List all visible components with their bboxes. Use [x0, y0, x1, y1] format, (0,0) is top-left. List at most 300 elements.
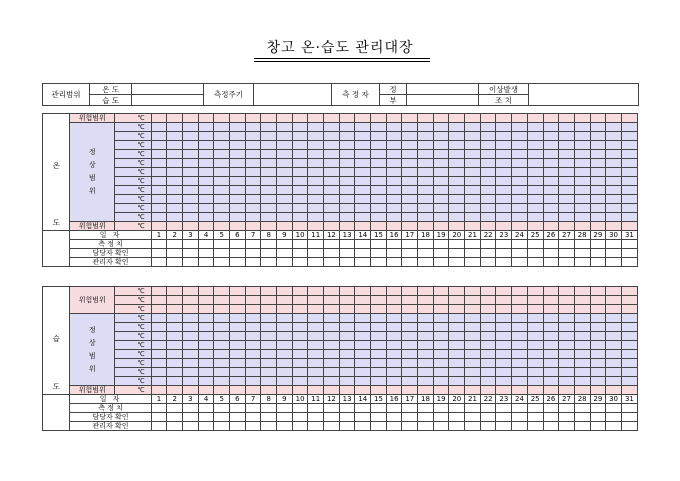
- day-cell[interactable]: [324, 422, 340, 431]
- day-cell[interactable]: [371, 186, 387, 195]
- day-cell[interactable]: [527, 359, 543, 368]
- day-cell[interactable]: [559, 305, 575, 314]
- day-cell[interactable]: [449, 132, 465, 141]
- day-cell[interactable]: [449, 350, 465, 359]
- day-cell[interactable]: [418, 177, 434, 186]
- day-cell[interactable]: [465, 332, 481, 341]
- day-cell[interactable]: [496, 287, 512, 296]
- day-cell[interactable]: [606, 341, 622, 350]
- day-cell[interactable]: [433, 213, 449, 222]
- day-cell[interactable]: [543, 132, 559, 141]
- day-cell[interactable]: [527, 404, 543, 413]
- day-cell[interactable]: [371, 204, 387, 213]
- day-cell[interactable]: [214, 314, 230, 323]
- day-cell[interactable]: [574, 123, 590, 132]
- day-cell[interactable]: [230, 159, 246, 168]
- day-cell[interactable]: [261, 314, 277, 323]
- day-cell[interactable]: [371, 132, 387, 141]
- day-cell[interactable]: [433, 296, 449, 305]
- day-cell[interactable]: [261, 204, 277, 213]
- day-cell[interactable]: [559, 341, 575, 350]
- day-cell[interactable]: [621, 341, 637, 350]
- day-cell[interactable]: [230, 314, 246, 323]
- day-cell[interactable]: [465, 123, 481, 132]
- day-cell[interactable]: [245, 359, 261, 368]
- day-cell[interactable]: [339, 141, 355, 150]
- day-cell[interactable]: [167, 141, 183, 150]
- day-cell[interactable]: [324, 204, 340, 213]
- day-cell[interactable]: [574, 368, 590, 377]
- day-cell[interactable]: [480, 213, 496, 222]
- day-cell[interactable]: [480, 305, 496, 314]
- day-cell[interactable]: [183, 341, 199, 350]
- day-cell[interactable]: [418, 168, 434, 177]
- day-cell[interactable]: [543, 186, 559, 195]
- day-cell[interactable]: [230, 123, 246, 132]
- day-cell[interactable]: [183, 413, 199, 422]
- day-cell[interactable]: [277, 404, 293, 413]
- day-cell[interactable]: [465, 359, 481, 368]
- day-cell[interactable]: [590, 186, 606, 195]
- day-cell[interactable]: [230, 386, 246, 395]
- day-cell[interactable]: [198, 341, 214, 350]
- day-cell[interactable]: [277, 341, 293, 350]
- day-cell[interactable]: [418, 240, 434, 249]
- day-cell[interactable]: [449, 150, 465, 159]
- day-cell[interactable]: [418, 150, 434, 159]
- day-cell[interactable]: [151, 386, 167, 395]
- day-cell[interactable]: [339, 168, 355, 177]
- day-cell[interactable]: [418, 204, 434, 213]
- day-cell[interactable]: [339, 132, 355, 141]
- day-cell[interactable]: [480, 404, 496, 413]
- day-cell[interactable]: [465, 258, 481, 267]
- day-cell[interactable]: [574, 422, 590, 431]
- day-cell[interactable]: [324, 314, 340, 323]
- day-cell[interactable]: [167, 249, 183, 258]
- day-cell[interactable]: [480, 377, 496, 386]
- day-cell[interactable]: [590, 296, 606, 305]
- day-cell[interactable]: [292, 141, 308, 150]
- day-cell[interactable]: [214, 386, 230, 395]
- day-cell[interactable]: [183, 132, 199, 141]
- day-cell[interactable]: [606, 422, 622, 431]
- day-cell[interactable]: [151, 186, 167, 195]
- day-cell[interactable]: [292, 287, 308, 296]
- day-cell[interactable]: [590, 258, 606, 267]
- day-cell[interactable]: [402, 177, 418, 186]
- day-cell[interactable]: [433, 258, 449, 267]
- day-cell[interactable]: [449, 213, 465, 222]
- day-cell[interactable]: [480, 132, 496, 141]
- day-cell[interactable]: [496, 413, 512, 422]
- day-cell[interactable]: [621, 386, 637, 395]
- day-cell[interactable]: [606, 204, 622, 213]
- day-cell[interactable]: [339, 404, 355, 413]
- day-cell[interactable]: [527, 204, 543, 213]
- day-cell[interactable]: [183, 404, 199, 413]
- day-cell[interactable]: [480, 204, 496, 213]
- day-cell[interactable]: [449, 314, 465, 323]
- day-cell[interactable]: [433, 177, 449, 186]
- day-cell[interactable]: [245, 350, 261, 359]
- day-cell[interactable]: [465, 141, 481, 150]
- day-cell[interactable]: [418, 305, 434, 314]
- day-cell[interactable]: [183, 296, 199, 305]
- day-cell[interactable]: [543, 195, 559, 204]
- day-cell[interactable]: [433, 359, 449, 368]
- day-cell[interactable]: [543, 168, 559, 177]
- day-cell[interactable]: [512, 240, 528, 249]
- day-cell[interactable]: [606, 177, 622, 186]
- day-cell[interactable]: [574, 141, 590, 150]
- day-cell[interactable]: [308, 404, 324, 413]
- day-cell[interactable]: [339, 258, 355, 267]
- day-cell[interactable]: [151, 287, 167, 296]
- day-cell[interactable]: [198, 159, 214, 168]
- day-cell[interactable]: [198, 305, 214, 314]
- day-cell[interactable]: [543, 258, 559, 267]
- day-cell[interactable]: [574, 359, 590, 368]
- day-cell[interactable]: [198, 114, 214, 123]
- day-cell[interactable]: [590, 114, 606, 123]
- day-cell[interactable]: [261, 222, 277, 231]
- day-cell[interactable]: [402, 114, 418, 123]
- day-cell[interactable]: [606, 195, 622, 204]
- day-cell[interactable]: [590, 332, 606, 341]
- day-cell[interactable]: [621, 150, 637, 159]
- day-cell[interactable]: [465, 350, 481, 359]
- day-cell[interactable]: [621, 332, 637, 341]
- day-cell[interactable]: [574, 350, 590, 359]
- day-cell[interactable]: [198, 213, 214, 222]
- day-cell[interactable]: [543, 123, 559, 132]
- day-cell[interactable]: [449, 413, 465, 422]
- day-cell[interactable]: [386, 287, 402, 296]
- day-cell[interactable]: [433, 114, 449, 123]
- day-cell[interactable]: [543, 213, 559, 222]
- day-cell[interactable]: [386, 296, 402, 305]
- day-cell[interactable]: [183, 350, 199, 359]
- day-cell[interactable]: [512, 314, 528, 323]
- day-cell[interactable]: [527, 159, 543, 168]
- day-cell[interactable]: [480, 323, 496, 332]
- day-cell[interactable]: [559, 195, 575, 204]
- day-cell[interactable]: [183, 386, 199, 395]
- day-cell[interactable]: [386, 168, 402, 177]
- day-cell[interactable]: [308, 213, 324, 222]
- day-cell[interactable]: [590, 287, 606, 296]
- day-cell[interactable]: [559, 141, 575, 150]
- day-cell[interactable]: [449, 240, 465, 249]
- day-cell[interactable]: [339, 368, 355, 377]
- day-cell[interactable]: [621, 186, 637, 195]
- day-cell[interactable]: [402, 413, 418, 422]
- day-cell[interactable]: [433, 368, 449, 377]
- day-cell[interactable]: [606, 332, 622, 341]
- day-cell[interactable]: [292, 323, 308, 332]
- day-cell[interactable]: [512, 404, 528, 413]
- day-cell[interactable]: [183, 222, 199, 231]
- day-cell[interactable]: [167, 222, 183, 231]
- day-cell[interactable]: [418, 132, 434, 141]
- day-cell[interactable]: [402, 404, 418, 413]
- day-cell[interactable]: [606, 240, 622, 249]
- day-cell[interactable]: [621, 296, 637, 305]
- day-cell[interactable]: [277, 332, 293, 341]
- day-cell[interactable]: [339, 296, 355, 305]
- day-cell[interactable]: [277, 132, 293, 141]
- day-cell[interactable]: [449, 287, 465, 296]
- day-cell[interactable]: [324, 168, 340, 177]
- day-cell[interactable]: [183, 377, 199, 386]
- day-cell[interactable]: [230, 114, 246, 123]
- day-cell[interactable]: [308, 359, 324, 368]
- day-cell[interactable]: [355, 195, 371, 204]
- day-cell[interactable]: [386, 323, 402, 332]
- day-cell[interactable]: [386, 159, 402, 168]
- day-cell[interactable]: [465, 305, 481, 314]
- day-cell[interactable]: [402, 195, 418, 204]
- day-cell[interactable]: [230, 258, 246, 267]
- day-cell[interactable]: [543, 323, 559, 332]
- day-cell[interactable]: [230, 413, 246, 422]
- day-cell[interactable]: [355, 186, 371, 195]
- day-cell[interactable]: [198, 386, 214, 395]
- day-cell[interactable]: [402, 386, 418, 395]
- day-cell[interactable]: [292, 341, 308, 350]
- day-cell[interactable]: [449, 377, 465, 386]
- day-cell[interactable]: [465, 314, 481, 323]
- day-cell[interactable]: [277, 204, 293, 213]
- day-cell[interactable]: [433, 350, 449, 359]
- day-cell[interactable]: [214, 204, 230, 213]
- day-cell[interactable]: [418, 314, 434, 323]
- day-cell[interactable]: [324, 323, 340, 332]
- day-cell[interactable]: [183, 213, 199, 222]
- day-cell[interactable]: [308, 305, 324, 314]
- day-cell[interactable]: [621, 123, 637, 132]
- day-cell[interactable]: [245, 204, 261, 213]
- day-cell[interactable]: [245, 341, 261, 350]
- day-cell[interactable]: [433, 386, 449, 395]
- day-cell[interactable]: [496, 141, 512, 150]
- day-cell[interactable]: [277, 177, 293, 186]
- day-cell[interactable]: [543, 350, 559, 359]
- day-cell[interactable]: [371, 258, 387, 267]
- day-cell[interactable]: [418, 350, 434, 359]
- day-cell[interactable]: [167, 150, 183, 159]
- day-cell[interactable]: [418, 213, 434, 222]
- day-cell[interactable]: [261, 240, 277, 249]
- day-cell[interactable]: [512, 168, 528, 177]
- day-cell[interactable]: [277, 150, 293, 159]
- day-cell[interactable]: [418, 287, 434, 296]
- day-cell[interactable]: [465, 323, 481, 332]
- day-cell[interactable]: [480, 168, 496, 177]
- day-cell[interactable]: [512, 296, 528, 305]
- day-cell[interactable]: [418, 186, 434, 195]
- day-cell[interactable]: [543, 177, 559, 186]
- day-cell[interactable]: [433, 377, 449, 386]
- day-cell[interactable]: [183, 332, 199, 341]
- day-cell[interactable]: [245, 314, 261, 323]
- day-cell[interactable]: [308, 150, 324, 159]
- day-cell[interactable]: [167, 287, 183, 296]
- day-cell[interactable]: [292, 159, 308, 168]
- day-cell[interactable]: [277, 368, 293, 377]
- day-cell[interactable]: [167, 368, 183, 377]
- day-cell[interactable]: [245, 240, 261, 249]
- day-cell[interactable]: [527, 323, 543, 332]
- day-cell[interactable]: [574, 258, 590, 267]
- day-cell[interactable]: [433, 287, 449, 296]
- day-cell[interactable]: [324, 258, 340, 267]
- day-cell[interactable]: [261, 296, 277, 305]
- day-cell[interactable]: [606, 359, 622, 368]
- day-cell[interactable]: [496, 341, 512, 350]
- day-cell[interactable]: [214, 305, 230, 314]
- day-cell[interactable]: [214, 359, 230, 368]
- day-cell[interactable]: [449, 114, 465, 123]
- day-cell[interactable]: [324, 413, 340, 422]
- day-cell[interactable]: [324, 377, 340, 386]
- day-cell[interactable]: [527, 305, 543, 314]
- day-cell[interactable]: [512, 287, 528, 296]
- day-cell[interactable]: [308, 186, 324, 195]
- day-cell[interactable]: [590, 177, 606, 186]
- day-cell[interactable]: [574, 332, 590, 341]
- day-cell[interactable]: [151, 249, 167, 258]
- day-cell[interactable]: [261, 258, 277, 267]
- day-cell[interactable]: [386, 141, 402, 150]
- day-cell[interactable]: [230, 323, 246, 332]
- day-cell[interactable]: [355, 296, 371, 305]
- day-cell[interactable]: [167, 123, 183, 132]
- day-cell[interactable]: [167, 413, 183, 422]
- day-cell[interactable]: [574, 404, 590, 413]
- day-cell[interactable]: [292, 305, 308, 314]
- day-cell[interactable]: [527, 150, 543, 159]
- day-cell[interactable]: [449, 296, 465, 305]
- day-cell[interactable]: [465, 159, 481, 168]
- day-cell[interactable]: [590, 168, 606, 177]
- day-cell[interactable]: [198, 150, 214, 159]
- day-cell[interactable]: [355, 350, 371, 359]
- day-cell[interactable]: [277, 323, 293, 332]
- day-cell[interactable]: [245, 368, 261, 377]
- day-cell[interactable]: [480, 296, 496, 305]
- day-cell[interactable]: [512, 114, 528, 123]
- day-cell[interactable]: [245, 323, 261, 332]
- day-cell[interactable]: [230, 168, 246, 177]
- day-cell[interactable]: [590, 150, 606, 159]
- day-cell[interactable]: [621, 404, 637, 413]
- day-cell[interactable]: [355, 114, 371, 123]
- day-cell[interactable]: [543, 386, 559, 395]
- day-cell[interactable]: [198, 141, 214, 150]
- day-cell[interactable]: [151, 368, 167, 377]
- day-cell[interactable]: [167, 132, 183, 141]
- day-cell[interactable]: [277, 258, 293, 267]
- day-cell[interactable]: [167, 341, 183, 350]
- day-cell[interactable]: [480, 422, 496, 431]
- day-cell[interactable]: [590, 213, 606, 222]
- day-cell[interactable]: [590, 222, 606, 231]
- day-cell[interactable]: [574, 159, 590, 168]
- day-cell[interactable]: [198, 287, 214, 296]
- day-cell[interactable]: [386, 314, 402, 323]
- day-cell[interactable]: [418, 222, 434, 231]
- day-cell[interactable]: [449, 341, 465, 350]
- day-cell[interactable]: [167, 422, 183, 431]
- day-cell[interactable]: [371, 287, 387, 296]
- day-cell[interactable]: [198, 314, 214, 323]
- day-cell[interactable]: [151, 177, 167, 186]
- day-cell[interactable]: [308, 332, 324, 341]
- day-cell[interactable]: [574, 296, 590, 305]
- day-cell[interactable]: [590, 323, 606, 332]
- day-cell[interactable]: [496, 350, 512, 359]
- day-cell[interactable]: [324, 359, 340, 368]
- day-cell[interactable]: [277, 159, 293, 168]
- day-cell[interactable]: [559, 332, 575, 341]
- day-cell[interactable]: [167, 314, 183, 323]
- abnormal-value[interactable]: [529, 84, 639, 106]
- day-cell[interactable]: [151, 240, 167, 249]
- day-cell[interactable]: [183, 323, 199, 332]
- day-cell[interactable]: [559, 213, 575, 222]
- day-cell[interactable]: [292, 258, 308, 267]
- day-cell[interactable]: [245, 305, 261, 314]
- day-cell[interactable]: [480, 287, 496, 296]
- day-cell[interactable]: [339, 287, 355, 296]
- day-cell[interactable]: [559, 404, 575, 413]
- day-cell[interactable]: [292, 177, 308, 186]
- day-cell[interactable]: [480, 177, 496, 186]
- day-cell[interactable]: [480, 159, 496, 168]
- day-cell[interactable]: [621, 249, 637, 258]
- day-cell[interactable]: [339, 377, 355, 386]
- day-cell[interactable]: [386, 123, 402, 132]
- day-cell[interactable]: [245, 168, 261, 177]
- day-cell[interactable]: [527, 341, 543, 350]
- day-cell[interactable]: [512, 386, 528, 395]
- day-cell[interactable]: [292, 332, 308, 341]
- day-cell[interactable]: [465, 287, 481, 296]
- day-cell[interactable]: [324, 296, 340, 305]
- day-cell[interactable]: [574, 150, 590, 159]
- day-cell[interactable]: [590, 240, 606, 249]
- day-cell[interactable]: [230, 213, 246, 222]
- day-cell[interactable]: [277, 168, 293, 177]
- day-cell[interactable]: [292, 422, 308, 431]
- day-cell[interactable]: [167, 213, 183, 222]
- day-cell[interactable]: [465, 204, 481, 213]
- day-cell[interactable]: [277, 240, 293, 249]
- day-cell[interactable]: [496, 159, 512, 168]
- day-cell[interactable]: [512, 132, 528, 141]
- day-cell[interactable]: [324, 368, 340, 377]
- day-cell[interactable]: [308, 341, 324, 350]
- day-cell[interactable]: [198, 332, 214, 341]
- day-cell[interactable]: [496, 305, 512, 314]
- day-cell[interactable]: [292, 114, 308, 123]
- day-cell[interactable]: [402, 350, 418, 359]
- day-cell[interactable]: [402, 123, 418, 132]
- day-cell[interactable]: [559, 350, 575, 359]
- day-cell[interactable]: [418, 159, 434, 168]
